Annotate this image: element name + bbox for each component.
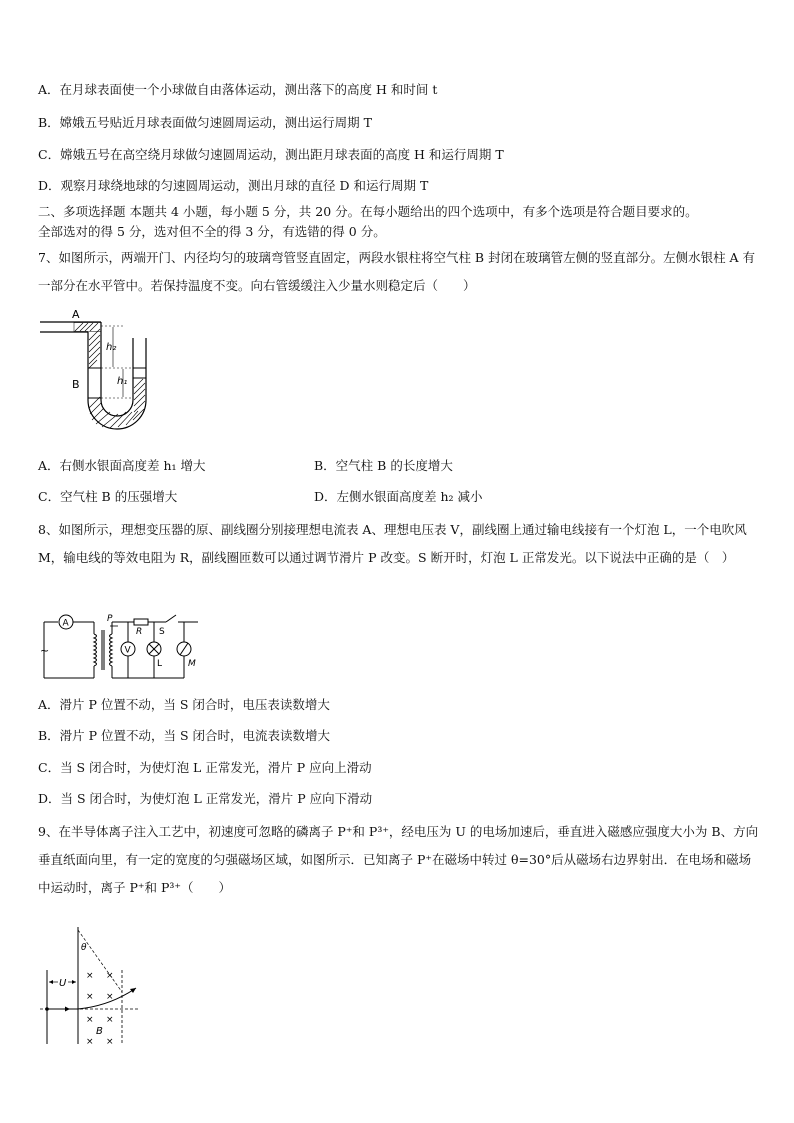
q7-label-h2: h₂ — [106, 342, 117, 353]
q8-ammeter-label: A — [62, 618, 69, 629]
q8-slider-label: P — [107, 614, 113, 624]
q7-label-b: B — [72, 378, 80, 391]
q7-stem: 7、如图所示，两端开门、内径均匀的玻璃弯管竖直固定，两段水银柱将空气柱 B 封闭在玻璃管左侧的竖直部分。左侧水银柱 A 有一部分在水平管中。若保持温度不变。向右管缓缓注入少量水则稳定后（ ） — [38, 250, 756, 293]
field-cross: × — [106, 992, 114, 1002]
q6-option-b: B．嫦娥五号贴近月球表面做匀速圆周运动，测出运行周期 T — [38, 115, 372, 130]
field-cross: × — [86, 1037, 94, 1047]
q8-ac-source-label: ~ — [40, 644, 50, 657]
q8-stem: 8、如图所示，理想变压器的原、副线圈分别接理想电流表 A、理想电压表 V，副线圈上通过输电线接有一个灯泡 L，一个电吹风 M，输电线的等效电阻为 R，副线圈匝数可以通过调节滑片 P 改变。S 断开时，灯泡 L 正常发光。以下说法中正确的是（ ） — [38, 522, 747, 565]
q9-stem: 9、在半导体离子注入工艺中，初速度可忽略的磷离子 P⁺和 P³⁺，经电压为 U 的电场加速后，垂直进入磁感应强度大小为 B、方向垂直纸面向里，有一定的宽度的匀强磁场区域，如图所示．已知离子 P⁺在磁场中转过 θ=30°后从磁场右边界射出．在电场和磁场中运动时，离子 P⁺和 P³⁺（ ） — [38, 824, 759, 895]
q8-option-c: C．当 S 闭合时，为使灯泡 L 正常发光，滑片 P 应向上滑动 — [38, 760, 372, 775]
q6-option-d: D．观察月球绕地球的匀速圆周运动，测出月球的直径 D 和运行周期 T — [38, 178, 429, 193]
q6-option-c: C．嫦娥五号在高空绕月球做匀速圆周运动，测出距月球表面的高度 H 和运行周期 T — [38, 147, 504, 162]
q8-motor-label: M — [188, 659, 196, 669]
q7-option-b: B．空气柱 B 的长度增大 — [314, 458, 453, 473]
q9-voltage-label: U — [59, 978, 67, 989]
field-cross: × — [106, 971, 114, 981]
q8-switch-label: S — [159, 627, 165, 637]
field-cross: × — [86, 992, 94, 1002]
q7-label-a: A — [72, 308, 80, 321]
q7-option-c: C．空气柱 B 的压强增大 — [38, 489, 178, 504]
q8-resistor-label: R — [136, 627, 143, 637]
q9-figure-magnetic-field — [38, 922, 158, 1047]
q7-option-d: D．左侧水银面高度差 h₂ 减小 — [314, 489, 483, 504]
field-cross: × — [106, 1037, 114, 1047]
field-cross: × — [86, 971, 94, 981]
q8-option-a: A．滑片 P 位置不动，当 S 闭合时，电压表读数增大 — [38, 697, 330, 712]
q7-figure-u-tube — [38, 308, 168, 443]
field-cross: × — [106, 1015, 114, 1025]
q8-figure-circuit — [38, 610, 208, 685]
q6-option-a: A．在月球表面使一个小球做自由落体运动，测出落下的高度 H 和时间 t — [38, 82, 438, 97]
section-heading: 二、多项选择题 本题共 4 小题，每小题 5 分，共 20 分。在每小题给出的四个选项中，有多个选项是符合题目要求的。 — [38, 204, 698, 219]
q7-label-h1: h₁ — [117, 376, 128, 387]
q8-voltmeter-label: V — [124, 645, 131, 656]
q8-lamp-label: L — [157, 659, 163, 669]
section-heading-line2: 全部选对的得 5 分，选对但不全的得 3 分，有选错的得 0 分。 — [38, 224, 386, 239]
q9-field-label: B — [96, 1026, 103, 1037]
q9-angle-label: θ — [81, 943, 87, 953]
q7-option-a: A．右侧水银面高度差 h₁ 增大 — [38, 458, 206, 473]
q8-option-b: B．滑片 P 位置不动，当 S 闭合时，电流表读数增大 — [38, 728, 331, 743]
q8-option-d: D．当 S 闭合时，为使灯泡 L 正常发光，滑片 P 应向下滑动 — [38, 791, 373, 806]
field-cross: × — [86, 1015, 94, 1025]
